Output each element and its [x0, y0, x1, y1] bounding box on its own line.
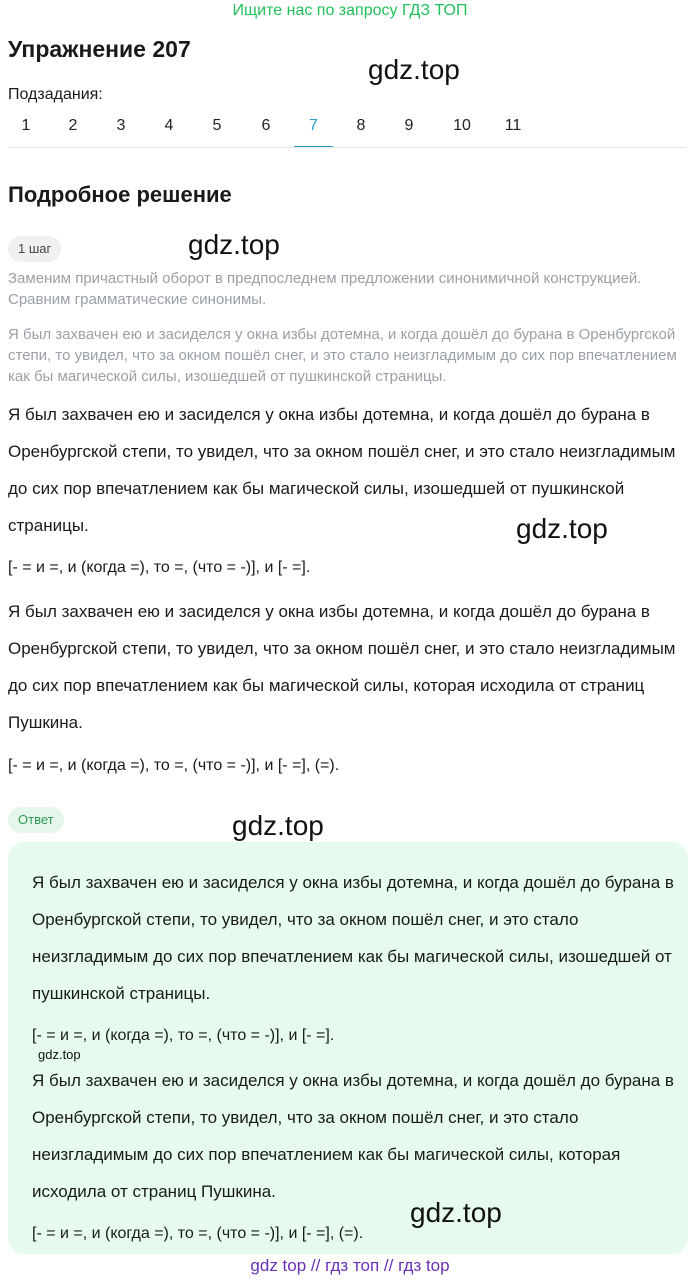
subtask-tab-10[interactable]: 10 — [453, 117, 471, 134]
subtask-tab-11[interactable]: 11 — [504, 117, 522, 134]
subtask-tab-6[interactable]: 6 — [261, 117, 271, 134]
answer-formula-rewritten: [- = и =, и (когда =), то =, (что = -)], и [- =], (=). — [32, 1225, 364, 1242]
sentence-rewritten: Я был захвачен ею и засиделся у окна избы дотемна, и когда дошёл до бурана в Оренбургской степи, то увидел, что за окном пошёл снег, и это стало неизгладимым до сих пор впечатлением как бы магической силы, которая исходила от страниц Пушкина. — [8, 602, 676, 732]
subtask-tab-3[interactable]: 3 — [116, 117, 126, 134]
answer-sentence-original: Я был захвачен ею и засиделся у окна избы дотемна, и когда дошёл до бурана в Оренбургской степи, то увидел, что за окном пошёл снег, и это стало неизгладимым до сих пор впечатлением как бы магической силы, изошедшей от пушкинской страницы. — [32, 873, 674, 1003]
answer-formula-original: [- = и =, и (когда =), то =, (что = -)], и [- =]. — [32, 1027, 335, 1044]
step-badge: 1 шаг — [8, 236, 61, 262]
tabs-divider — [8, 147, 686, 148]
watermark: gdz.top — [38, 1047, 81, 1062]
answer-badge: Ответ — [8, 807, 64, 833]
subtask-tab-2[interactable]: 2 — [68, 117, 78, 134]
answer-sentence-rewritten: Я был захвачен ею и засиделся у окна избы дотемна, и когда дошёл до бурана в Оренбургской степи, то увидел, что за окном пошёл снег, и это стало неизгладимым до сих пор впечатлением как бы магической силы, которая исходила от страниц Пушкина. — [32, 1071, 674, 1201]
formula-rewritten: [- = и =, и (когда =), то =, (что = -)], и [- =], (=). — [8, 757, 340, 774]
subtask-tab-7[interactable]: 7 — [294, 116, 333, 148]
watermark: gdz.top — [516, 513, 608, 544]
watermark: gdz.top — [410, 1197, 502, 1228]
subtasks-label: Подзадания: — [8, 86, 103, 103]
intro-text: Заменим причастный оборот в предпоследнем предложении синонимичной конструкцией. Сравним грамматические синонимы. — [8, 270, 642, 308]
exercise-title: Упражнение 207 — [8, 36, 191, 62]
subtask-tab-9[interactable]: 9 — [404, 117, 414, 134]
search-hint-banner: Ищите нас по запросу ГДЗ ТОП — [232, 2, 468, 19]
subtask-tab-4[interactable]: 4 — [164, 117, 174, 134]
watermark: gdz.top — [188, 229, 280, 260]
footer-links[interactable]: gdz top // гдз топ // гдз top — [250, 1256, 450, 1275]
watermark: gdz.top — [232, 810, 324, 841]
original-sentence: Я был захвачен ею и засиделся у окна избы дотемна, и когда дошёл до бурана в Оренбургской степи, то увидел, что за окном пошёл снег, и это стало неизгладимым до сих пор впечатлением как бы магической силы, изошедшей от пушкинской страницы. — [8, 326, 677, 385]
watermark: gdz.top — [368, 54, 460, 85]
subtask-tab-1[interactable]: 1 — [21, 117, 31, 134]
subtask-tab-8[interactable]: 8 — [356, 117, 366, 134]
sentence-original: Я был захвачен ею и засиделся у окна избы дотемна, и когда дошёл до бурана в Оренбургской степи, то увидел, что за окном пошёл снег, и это стало неизгладимым до сих пор впечатлением как бы магической силы, изошедшей от пушкинской страницы. — [8, 405, 676, 535]
solution-title: Подробное решение — [8, 182, 232, 207]
formula-original: [- = и =, и (когда =), то =, (что = -)], и [- =]. — [8, 559, 311, 576]
subtasks-tabs — [8, 116, 688, 148]
subtask-tab-5[interactable]: 5 — [212, 117, 222, 134]
